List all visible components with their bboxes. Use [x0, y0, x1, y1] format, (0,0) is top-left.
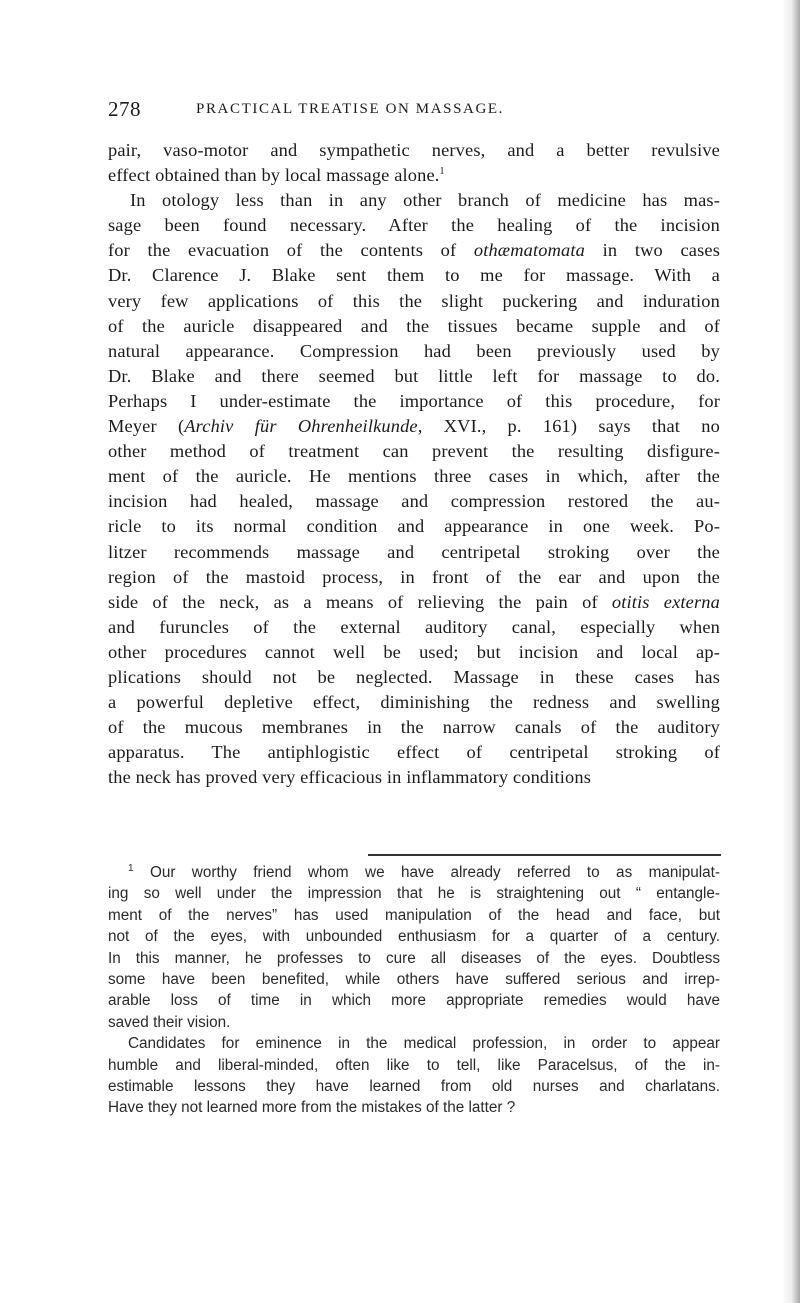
- footnote-divider: [368, 854, 721, 856]
- text-line: Perhaps I under-estimate the importance of this procedure, for: [108, 390, 720, 411]
- text-line: ment of the auricle. He mentions three cases in which, after the: [108, 466, 720, 487]
- text-line: of the mucous membranes in the narrow canals of the auditory: [108, 717, 720, 738]
- footnote-reference[interactable]: 1: [439, 165, 445, 177]
- text-line: a powerful depletive effect, diminishing the redness and swelling: [108, 692, 720, 713]
- text-line: [108, 414, 720, 439]
- body-text: [108, 138, 720, 790]
- footnote-line: In this manner, he professes to cure all diseases of the eyes. Doubtless: [108, 949, 720, 967]
- footnote-line: estimable lessons they have learned from old nurses and charlatans.: [108, 1077, 720, 1095]
- footnote-line: ing so well under the impression that he is straightening out “ entangle-: [108, 885, 720, 903]
- text-line: and furuncles of the external auditory canal, especially when: [108, 616, 720, 637]
- text-segment: effect obtained than by local massage alone.: [108, 165, 440, 186]
- text-line: [108, 590, 720, 615]
- text-line: natural appearance. Compression had been previously used by: [108, 340, 720, 361]
- text-line: of the auricle disappeared and the tissues became supple and of: [108, 315, 720, 336]
- text-segment: XVI., p. 161) says that no: [422, 416, 720, 437]
- text-line: sage been found necessary. After the healing of the incision: [108, 215, 720, 236]
- text-line: other method of treatment can prevent the resulting disfigure-: [108, 441, 720, 462]
- footnote-line: not of the eyes, with unbounded enthusiasm for a quarter of a century.: [108, 928, 720, 946]
- footnote-marker: 1: [128, 862, 134, 874]
- text-line: Dr. Blake and there seemed but little left for massage to do.: [108, 365, 720, 386]
- page-number: 278: [108, 97, 141, 121]
- text-line: ricle to its normal condition and appearance in one week. Po-: [108, 516, 720, 537]
- text-line: pair, vaso-motor and sympathetic nerves, and a better revulsive: [108, 140, 720, 160]
- text-line: the neck has proved very efficacious in inflammatory conditions: [108, 767, 592, 788]
- footnote-line: Have they not learned more from the mistakes of the latter ?: [108, 1099, 516, 1117]
- text-line: [108, 163, 720, 188]
- footnote-line: Candidates for eminence in the medical profession, in order to appear: [128, 1035, 720, 1053]
- footnote-line: saved their vision.: [108, 1013, 231, 1031]
- text-segment: Meyer (: [108, 416, 185, 437]
- text-segment: in two cases: [585, 240, 721, 261]
- footnotes: [108, 862, 720, 1119]
- text-line: [108, 238, 720, 263]
- text-line: very few applications of this the slight puckering and induration: [108, 290, 720, 311]
- running-head: [108, 97, 718, 125]
- page-edge-shadow: [782, 0, 800, 1303]
- text-line: incision had healed, massage and compression restored the au-: [108, 491, 720, 512]
- text-line: Dr. Clarence J. Blake sent them to me for massage. With a: [108, 265, 720, 286]
- footnote-line: [108, 862, 720, 883]
- text-segment: Our worthy friend whom we have already referred to as manipulat-: [149, 864, 721, 881]
- footnote-line: arable loss of time in which more appropriate remedies would have: [108, 992, 720, 1010]
- paragraph-start-line: In otology less than in any other branch of medicine has mas-: [130, 190, 720, 211]
- text-line: other procedures cannot well be used; but incision and local ap-: [108, 641, 720, 662]
- footnote-line: humble and liberal-minded, often like to tell, like Paracelsus, of the in-: [108, 1056, 720, 1074]
- footnote-line: ment of the nerves” has used manipulation of the head and face, but: [108, 906, 720, 924]
- italic-term: othæmatomata: [473, 240, 585, 261]
- footnote-line: some have been benefited, while others have suffered serious and irrep-: [108, 970, 720, 988]
- italic-citation: Archiv für Ohrenheilkunde,: [184, 416, 423, 437]
- text-line: litzer recommends massage and centripetal stroking over the: [108, 541, 720, 562]
- text-line: apparatus. The antiphlogistic effect of centripetal stroking of: [108, 742, 720, 763]
- running-title: PRACTICAL TREATISE ON MASSAGE.: [196, 101, 505, 117]
- text-line: region of the mastoid process, in front of the ear and upon the: [108, 566, 720, 587]
- text-segment: side of the neck, as a means of relieving the pain of: [108, 591, 598, 612]
- italic-term: otitis externa: [611, 591, 720, 612]
- text-segment: for the evacuation of the contents of: [108, 240, 457, 261]
- text-line: plications should not be neglected. Massage in these cases has: [108, 666, 720, 687]
